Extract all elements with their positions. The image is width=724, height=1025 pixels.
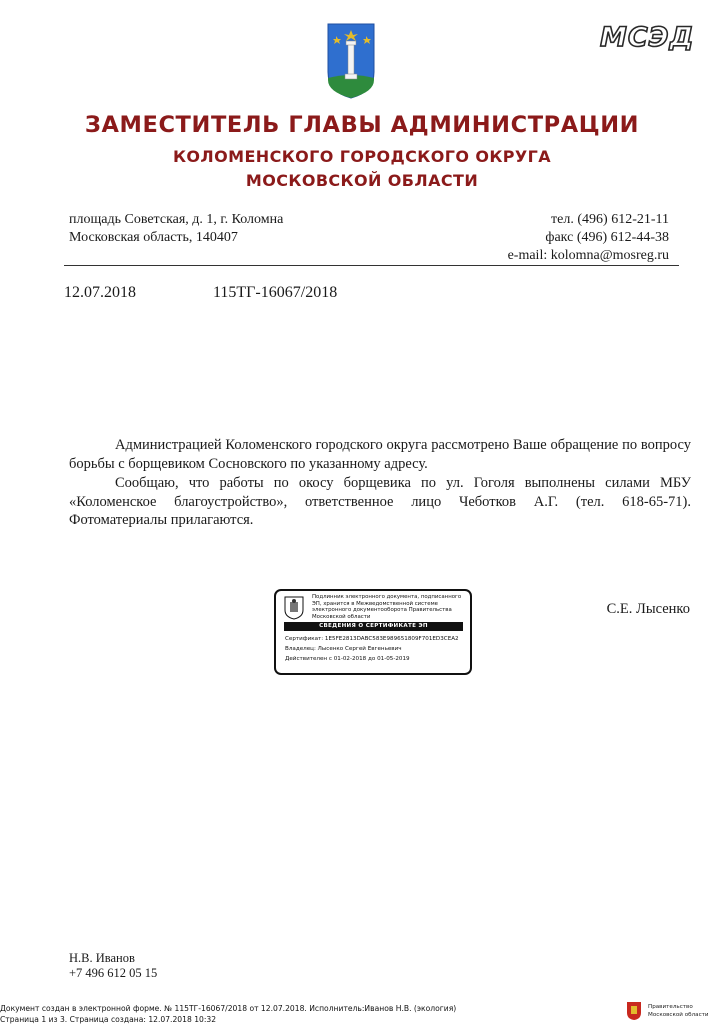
body-paragraph-2: Сообщаю, что работы по окосу борщевика по ул. Гоголя выполнены силами МБУ «Коломенское благоустройство», ответственное лицо Чеботков А.Г. (тел. 618-65-71). Фотоматериалы прилагаются.	[69, 475, 691, 528]
moscow-region-government-emblem-icon	[626, 1001, 642, 1021]
document-date: 12.07.2018	[64, 284, 136, 301]
contact-fax: факс (496) 612-44-38	[545, 230, 669, 245]
letterhead-subtitle-district: КОЛОМЕНСКОГО ГОРОДСКОГО ОКРУГА	[172, 147, 552, 166]
stamp-owner: Владелец: Лысенко Сергей Евгеньевич	[285, 646, 402, 652]
gov-text-line-1: Правительство	[648, 1004, 693, 1010]
stamp-certificate-id: Сертификат: 1E5FE2813DABC583E989651809F701ED3CEA2	[285, 636, 459, 642]
stamp-certificate-header: СВЕДЕНИЯ О СЕРТИФИКАТЕ ЭП	[284, 622, 463, 631]
footer-line-1: Документ создан в электронной форме. № 115ТГ-16067/2018 от 12.07.2018. Исполнитель:Иванов Н.В. (экология)	[0, 1004, 457, 1013]
address-line-2: Московская область, 140407	[69, 230, 238, 245]
government-logo	[626, 1001, 716, 1023]
electronic-signature-stamp	[274, 589, 472, 675]
contact-phone: тел. (496) 612-21-11	[551, 212, 669, 227]
sender-address	[69, 211, 283, 247]
letterhead-subtitle-region: МОСКОВСКОЙ ОБЛАСТИ	[245, 171, 479, 190]
body-paragraph-1: Администрацией Коломенского городского округа рассмотрено Ваше обращение по вопросу борьбы с борщевиком Сосновского по указанному адресу.	[69, 437, 691, 472]
signer-name: С.Е. Лысенко	[606, 601, 690, 617]
address-line-1: площадь Советская, д. 1, г. Коломна	[69, 212, 284, 227]
document-footer	[0, 1003, 456, 1025]
kolomna-coat-of-arms-icon	[326, 22, 376, 100]
stamp-description: Подлинник электронного документа, подписанного ЭП, хранится в Межведомственной системе электронного документооборота Правительства Московской области	[312, 594, 462, 620]
executor-name: Н.В. Иванов	[69, 951, 135, 965]
document-reg-number: 115ТГ-16067/2018	[213, 284, 338, 301]
header-divider	[64, 265, 679, 266]
moscow-region-emblem-icon	[284, 596, 304, 620]
sender-contacts	[508, 211, 669, 265]
stamp-validity: Действителен с 01-02-2018 до 01-05-2019	[285, 656, 410, 662]
contact-email[interactable]: e-mail: kolomna@mosreg.ru	[507, 248, 669, 263]
footer-line-2: Страница 1 из 3. Страница создана: 12.07.2018 10:32	[0, 1015, 217, 1024]
executor-phone: +7 496 612 05 15	[69, 966, 158, 980]
letterhead-title: ЗАМЕСТИТЕЛЬ ГЛАВЫ АДМИНИСТРАЦИИ	[84, 112, 640, 138]
gov-text-line-2: Московской области	[648, 1012, 709, 1018]
msed-logo: МСЭД	[600, 22, 695, 53]
